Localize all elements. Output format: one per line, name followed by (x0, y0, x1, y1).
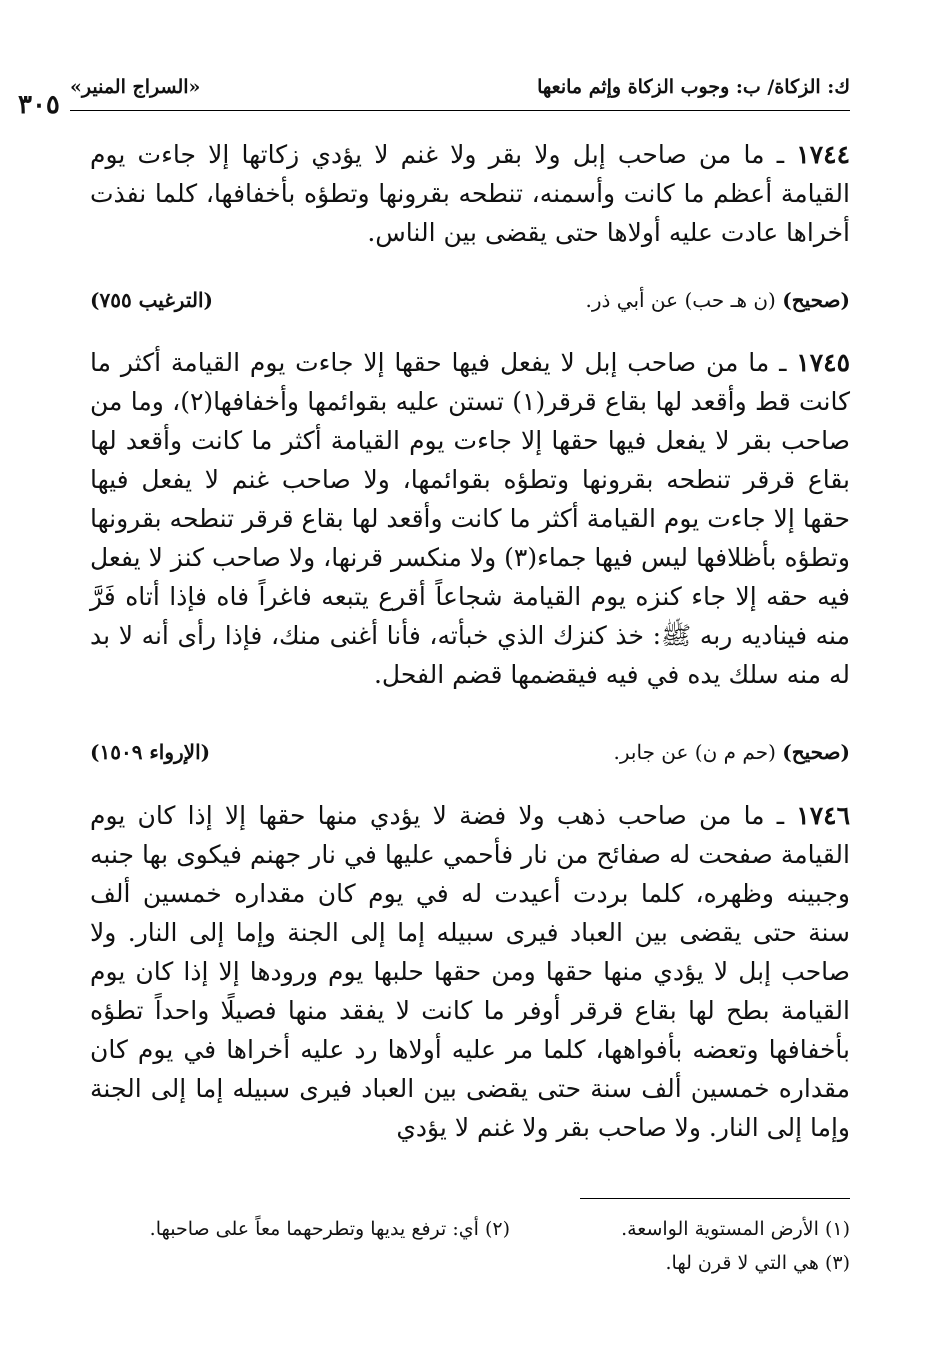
book-title: «السراج المنير» (70, 76, 201, 98)
grade-source: (حم م ن) عن جابر. (613, 740, 776, 764)
hadith-1745-grading (90, 740, 850, 770)
grade-label: (صحيح) (782, 288, 850, 312)
hadith-text: ما من صاحب إبل ولا بقر ولا غنم لا يؤدي زكاتها إلا جاءت يوم القيامة أعظم ما كانت وأسمنه، تنطحه بقرونها وتطؤه بأخفافها، كلما نفذت أخراها عادت عليه أولاها حتى يقضى بين الناس. (90, 140, 850, 247)
grade-label: (صحيح) (782, 740, 850, 764)
grade-source: (ن هـ حب) عن أبي ذر. (585, 288, 776, 312)
grade-reference: (الإرواء ١٥٠٩) (90, 740, 211, 764)
hadith-number: ١٧٤٦ (796, 801, 851, 830)
header-rule (70, 110, 850, 111)
chapter-title: ك: الزكاة/ ب: وجوب الزكاة وإثم مانعها (537, 76, 850, 98)
hadith-number: ١٧٤٤ (796, 140, 851, 169)
hadith-text: ما من صاحب إبل لا يفعل فيها حقها إلا جاءت يوم القيامة أكثر ما كانت قط وأقعد لها بقاع قرقر(١) تستن عليه بقوائمها وأخفافها(٢)، وما من صاحب بقر لا يفعل فيها حقها إلا جاءت يوم القيامة أكثر ما كانت وأقعد لها بقاع قرقر تنطحه بقرونها وتطؤه بقوائمها، ولا صاحب غنم لا يفعل فيها حقها إلا جاءت يوم القيامة أكثر ما كانت وأقعد لها بقاع قرقر تنطحه بقرونها وتطؤه بأظلافها ليس فيها جماء(٣) ولا منكسر قرنها، ولا صاحب كنز لا يفعل فيه حقه إلا جاء كنزه يوم القيامة شجاعاً أقرع يتبعه فاغراً فاه فإذا أتاه فَرَّ منه فيناديه ربه ﷺ: خذ كنزك الذي خبأته، فأنا أغنى منك، فإذا رأى أنه لا بد له منه سلك يده في فيه فيقضمها قضم الفحل. (90, 348, 851, 689)
hadith-1744-grading (90, 288, 850, 318)
hadith-number: ١٧٤٥ (796, 348, 851, 377)
hadith-text: ما من صاحب ذهب ولا فضة لا يؤدي منها حقها إلا إذا كان يوم القيامة صفحت له صفائح من نار فأحمي عليها في نار جهنم فيكوى بها جنبه وجبينه وظهره، كلما بردت أعيدت له في يوم كان مقداره خمسين ألف سنة حتى يقضى بين العباد فيرى سبيله إما إلى الجنة وإما إلى النار. ولا صاحب إبل لا يؤدي منها حقها ومن حقها حلبها يوم ورودها إلا إذا كان يوم القيامة بطح لها بقاع قرقر أوفر ما كانت لا يفقد منها فصيلًا واحداً تطؤه بأخفافها وتعضه بأفواهها، كلما مر عليه أولاها رد عليه أخراها في يوم كان مقداره خمسين ألف سنة حتى يقضى بين العباد فيرى سبيله إما إلى الجنة وإما إلى النار. ولا صاحب بقر ولا غنم لا يؤدي (90, 801, 850, 1142)
footnote-1: (١) الأرض المستوية الواسعة. (621, 1218, 850, 1240)
hadith-1745: ١٧٤٥ ـ ما من صاحب إبل لا يفعل فيها حقها إلا جاءت يوم القيامة أكثر ما كانت قط وأقعد لها بقاع قرقر(١) تستن عليه بقوائمها وأخفافها(٢)، وما من صاحب بقر لا يفعل فيها حقها إلا جاءت يوم القيامة أكثر ما كانت وأقعد لها بقاع قرقر تنطحه بقرونها وتطؤه بقوائمها، ولا صاحب غنم لا يفعل فيها حقها إلا جاءت يوم القيامة أكثر ما كانت وأقعد لها بقاع قرقر تنطحه بقرونها وتطؤه بأظلافها ليس فيها جماء(٣) ولا منكسر قرنها، ولا صاحب كنز لا يفعل فيه حقه إلا جاء كنزه يوم القيامة شجاعاً أقرع يتبعه فاغراً فاه فإذا أتاه فَرَّ منه فيناديه ربه ﷺ: خذ كنزك الذي خبأته، فأنا أغنى منك، فإذا رأى أنه لا بد له منه سلك يده في فيه فيقضمها قضم الفحل. (90, 348, 851, 689)
grade-reference: (الترغيب ٧٥٥) (90, 288, 213, 312)
grading-main (614, 740, 850, 764)
footnote-3: (٣) هي التي لا قرن لها. (665, 1252, 850, 1274)
hadith-1746: ١٧٤٦ ـ ما من صاحب ذهب ولا فضة لا يؤدي منها حقها إلا إذا كان يوم القيامة صفحت له صفائح من نار فأحمي عليها في نار جهنم فيكوى بها جنبه وجبينه وظهره، كلما بردت أعيدت له في يوم كان مقداره خمسين ألف سنة حتى يقضى بين العباد فيرى سبيله إما إلى الجنة وإما إلى النار. ولا صاحب إبل لا يؤدي منها حقها ومن حقها حلبها يوم ورودها إلا إذا كان يوم القيامة بطح لها بقاع قرقر أوفر ما كانت لا يفقد منها فصيلًا واحداً تطؤه بأخفافها وتعضه بأفواهها، كلما مر عليه أولاها رد عليه أخراها في يوم كان مقداره خمسين ألف سنة حتى يقضى بين العباد فيرى سبيله إما إلى الجنة وإما إلى النار. ولا صاحب بقر ولا غنم لا يؤدي (90, 801, 851, 1142)
page-number: ٣٠٥ (18, 90, 60, 120)
footnote-rule (580, 1198, 850, 1199)
hadith-1744: ١٧٤٤ ـ ما من صاحب إبل ولا بقر ولا غنم لا يؤدي زكاتها إلا جاءت يوم القيامة أعظم ما كانت وأسمنه، تنطحه بقرونها وتطؤه بأخفافها، كلما نفذت أخراها عادت عليه أولاها حتى يقضى بين الناس. (90, 140, 851, 247)
running-header (0, 70, 950, 110)
footnote-2: (٢) أي: ترفع يديها وتطرحهما معاً على صاحبها. (149, 1218, 510, 1240)
grading-main (586, 288, 851, 312)
